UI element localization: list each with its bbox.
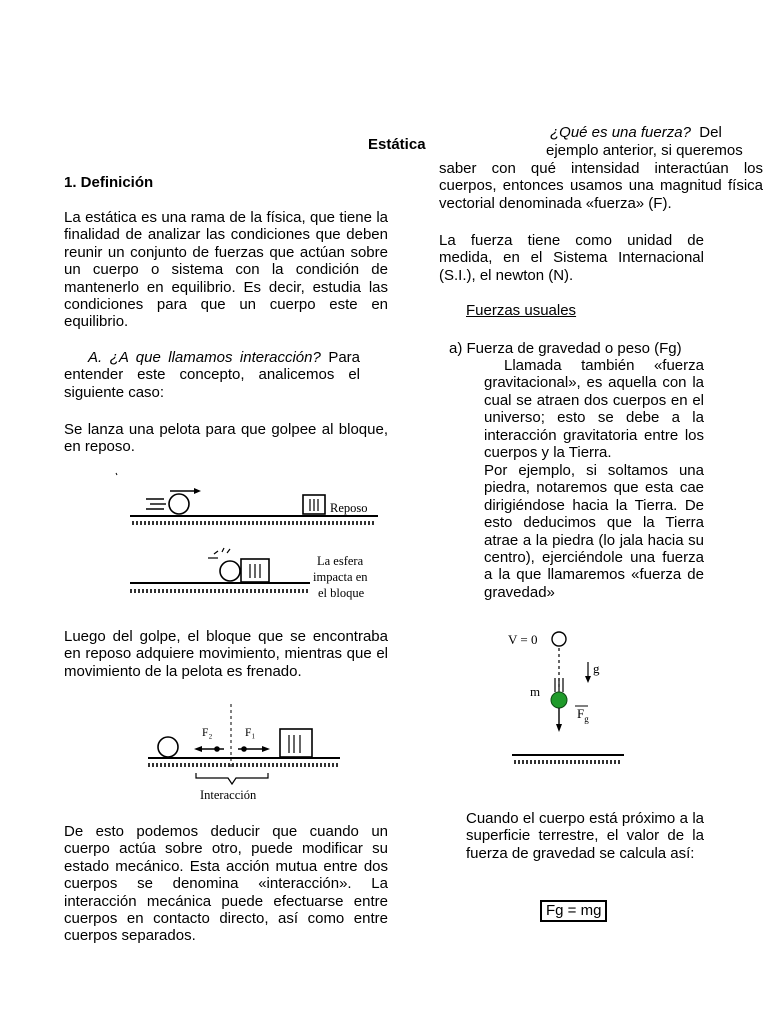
interaction-brace: [196, 773, 268, 784]
definition-paragraph: La estática es una rama de la física, que tiene la finalidad de analizar las condiciones que deben reunir un conjunto de fuerzas que actúan sobre un cuerpo o sistema con la condición de mantenerlo en equilibrio. Es decir, estudia las condiciones para que un cuerpo este en equilibrio.: [64, 209, 388, 331]
usual-forces-heading: Fuerzas usuales: [466, 302, 577, 319]
v-label: V = 0: [508, 632, 538, 647]
label-impact-3: el bloque: [318, 586, 365, 600]
ball-top: [169, 494, 189, 514]
motion-lines-vertical: [555, 678, 563, 692]
force-f2-arrow: [194, 746, 224, 752]
g-label: g: [593, 661, 600, 676]
unit-paragraph: La fuerza tiene como unidad de medida, en el Sistema Internacional (S.I.), el newton (N).: [439, 232, 704, 284]
page-title: Estática: [368, 136, 426, 153]
case-paragraph: Se lanza una pelota para que golpee al bloque, en reposo.: [64, 421, 388, 456]
fg-arrow: [556, 708, 562, 732]
conclusion-paragraph: De esto podemos deducir que cuando un cuerpo actúa sobre otro, puede modificar su estado mecánico. Esta acción mutua entre dos cuerpos se denomina «interacción». La interacción mecánica puede efectuarse entre cuerpos en contacto directo, así como entre cuerpos separados.: [64, 823, 388, 945]
label-impact-1: La esfera: [317, 554, 364, 568]
label-rest: Reposo: [330, 501, 368, 515]
f2-label: F₂: [202, 727, 213, 739]
surface-paragraph: Cuando el cuerpo está próximo a la superficie terrestre, el valor de la fuerza de gravedad se calcula así:: [466, 810, 704, 862]
block: [280, 729, 312, 757]
motion-lines: [146, 499, 166, 509]
example-paragraph: Por ejemplo, si soltamos una piedra, notaremos que esta cae dirigiéndose hacia la Tierra. De esto deducimos que la Tierra atrae a la piedra (lo jala hacia su centro), ejerciéndole una fuerza a la que llamaremos «fuerza de gravedad»: [484, 462, 704, 601]
falling-body: [551, 692, 567, 708]
ball-block-figure: [110, 468, 400, 604]
gravity-formula: Fg = mg: [540, 900, 607, 922]
force-line1: Del: [699, 124, 722, 141]
interaction-caption: Interacción: [200, 788, 257, 802]
force-question: ¿Qué es una fuerza?: [550, 124, 691, 141]
gravity-figure: [500, 622, 630, 772]
initial-position-ball: [552, 632, 566, 646]
interaction-question: A. ¿A que llamamos interacción?: [88, 349, 321, 366]
interaction-figure: [140, 702, 350, 808]
label-impact-2: impacta en: [313, 570, 368, 584]
velocity-arrow: [170, 488, 201, 494]
force-f1-arrow: [238, 746, 270, 752]
gravity-paragraph: Llamada también «fuerza gravitacional», es aquella con la cual se atraen dos cuerpos en el universo; esto se debe a la interacción gravitatoria entre los cuerpos y la Tierra.: [484, 357, 704, 462]
ball: [158, 737, 178, 757]
m-label: m: [530, 684, 541, 699]
ball-bottom: [220, 561, 240, 581]
section-heading: 1. Definición: [64, 174, 154, 191]
interaction-intro: Para entender este concepto, analicemos el siguiente caso:: [64, 349, 361, 401]
force-question-line: [550, 124, 722, 141]
fg-label: $F_g$: [577, 706, 589, 724]
force-paragraph: saber con qué intensidad interactúan los cuerpos, entonces usamos una magnitud física vectorial denominada «fuerza» (F).: [439, 160, 763, 212]
after-paragraph: Luego del golpe, el bloque que se encontraba en reposo adquiere movimiento, mientras que el movimiento de la pelota es frenado.: [64, 628, 388, 680]
interaction-paragraph: [64, 349, 360, 401]
f1-label: F₁: [245, 727, 256, 739]
force-line2: ejemplo anterior, si queremos: [546, 142, 743, 159]
g-arrow: [585, 662, 591, 683]
gravity-item: a) Fuerza de gravedad o peso (Fg): [449, 340, 682, 357]
